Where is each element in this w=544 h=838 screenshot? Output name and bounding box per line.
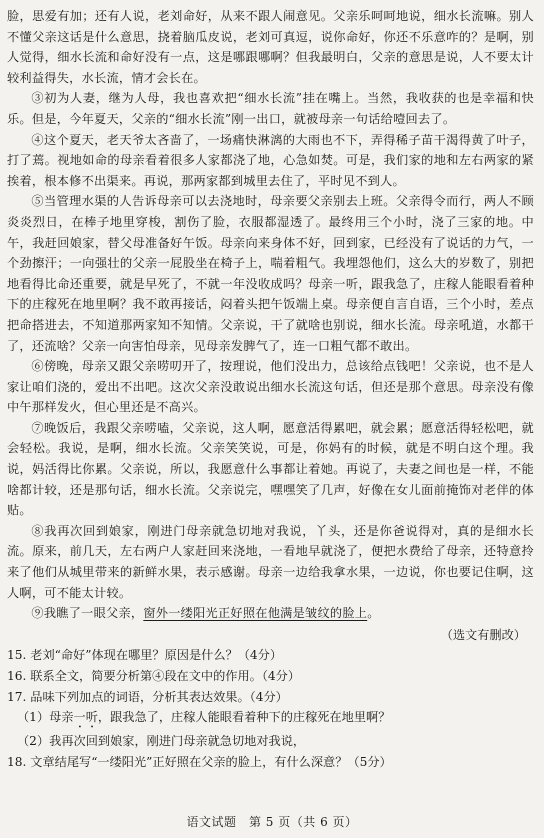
underlined-sentence: 窗外一缕阳光正好照在他满是皱纹的脸上 [143, 606, 368, 621]
paragraph-7: ⑦晚饭后，我跟父亲唠嗑，父亲说，这人啊，愿意活得累吧，就会累；愿意活得轻松吧，就会轻松。我说，是啊，细水长流。父亲笑笑说，可是，你妈有的时候，就是不明白这个理。我说，妈活得比你累。父亲说，所以，我愿意什么事都让着她。再说了，夫妻之间也是一样，不能啥都计较，还是那句话，细水长流。父亲说完，嘿嘿笑了几声，好像在女儿面前掩饰对老伴的体贴。 [7, 420, 534, 518]
emphasized-word: 一听 [73, 710, 98, 725]
paragraph-4: ④这个夏天，老天爷太吝啬了，一场痛快淋漓的大雨也不下，弄得稀子苗干渴得黄了叶子，打了蔫。视地如命的母亲看着很多人家都浇了地，心急如焚。可是，我们家的地和左右两家的紧挨着，根本修不出渠来。再说，那两家都到城里去住了，平时见不到人。 [7, 132, 534, 188]
question-17: 17. 品味下列加点的词语，分析其表达效果。（4分） [7, 689, 288, 704]
paragraph-3: ③初为人妻，继为人母，我也喜欢把“细水长流”挂在嘴上。当然，我收获的也是幸福和快乐。但是，今年夏天，父亲的“细水长流”刚一出口，就被母亲一句话给噎回去了。 [7, 91, 534, 126]
questions-section [7, 645, 534, 772]
q17-1-suffix: ，跟我急了，庄稼人能眼看着种下的庄稼死在地里啊？ [97, 710, 391, 725]
paragraph-6: ⑥傍晚，母亲又跟父亲唠叨开了，按理说，他们没出力，总该给点钱吧！父亲说，也不是人家让咱们浇的，爱出不出吧。这次父亲没敢说出细水长流这句话，但还是那个意思。母亲没有像中午那样发火，但心里还是不高兴。 [7, 359, 534, 415]
paragraph-5: ⑤当管理水渠的人告诉母亲可以去浇地时，母亲要父亲别去上班。父亲得令而行，两人不顾炎炎烈日，在棒子地里穿梭，割伤了脸，衣服都湿透了。最终用三个小时，浇了三家的地。中午，我赶回娘家，替父母准备好午饭。母亲向来身体不好，回到家，已经没有了说话的力气，一个劲擦汗；一向强壮的父亲一屁股坐在椅子上，喘着粗气。我埋怨他们，这么大的岁数了，别把地看得比命还重要，就是早死了，不就一年没收成吗？母亲一听，跟我急了，庄稼人能眼看着种下的庄稼死在地里啊？我不敢再接话，闷着头把午饭端上桌。母亲便自言自语，三个小时，差点把命搭进去，不知道那两家知不知情。父亲说，干了就啥也别说，细水长流。母亲吼道，水都干了，还流啥？父亲一向害怕母亲，见母亲发脾气了，连一口粗气都不敢出。 [7, 194, 534, 353]
source-note: （选文有删改） [440, 627, 526, 642]
paragraph-9-end: 。 [367, 606, 380, 621]
question-17-item-1 [7, 707, 534, 731]
paragraph-9-start: ⑨我瞧了一眼父亲， [31, 606, 144, 621]
question-18: 18. 文章结尾写“一缕阳光”正好照在父亲的脸上，有什么深意？（5分） [7, 754, 392, 769]
question-16: 16. 联系全文，简要分析第④段在文中的作用。（4分） [7, 669, 301, 683]
question-17-item-2: （2）我再次回到娘家，刚进门母亲就急切地对我说， [17, 734, 306, 749]
paragraph-8: ⑧我再次回到娘家，刚进门母亲就急切地对我说，丫头，还是你爸说得对，真的是细水长流。原来，前几天，左右两户人家赶回来浇地，一看地早就浇了，便把水费给了母亲，还特意拎来了他们从城里带来的新鲜水果，表示感谢。母亲一边给我拿水果，一边说，你也要记住啊，这人啊，可不能太计较。 [7, 523, 534, 600]
question-15: 15. 老刘“命好”体现在哪里？原因是什么？（4分） [7, 648, 283, 663]
reading-passage [7, 0, 534, 645]
paragraph-9 [7, 603, 534, 624]
paragraph-continued: 脸，思爱有加；还有人说，老刘命好，从来不跟人闹意见。父亲乐呵呵地说，细水长流嘛。别人不懂父亲这话是什么意思，挠着脑瓜皮说，老刘可真逗，说你命好，你还不乐意咋的？是啊，别人觉得，细水长流和命好没有一点，这是哪跟哪啊？但我最明白，父亲的意思是说，人不要太计较利益得失，水长流，情才会长在。 [7, 9, 534, 85]
page-footer: 语文试题 第 5 页（共 6 页） [186, 815, 358, 829]
q17-1-prefix: （1）母亲 [17, 710, 74, 725]
